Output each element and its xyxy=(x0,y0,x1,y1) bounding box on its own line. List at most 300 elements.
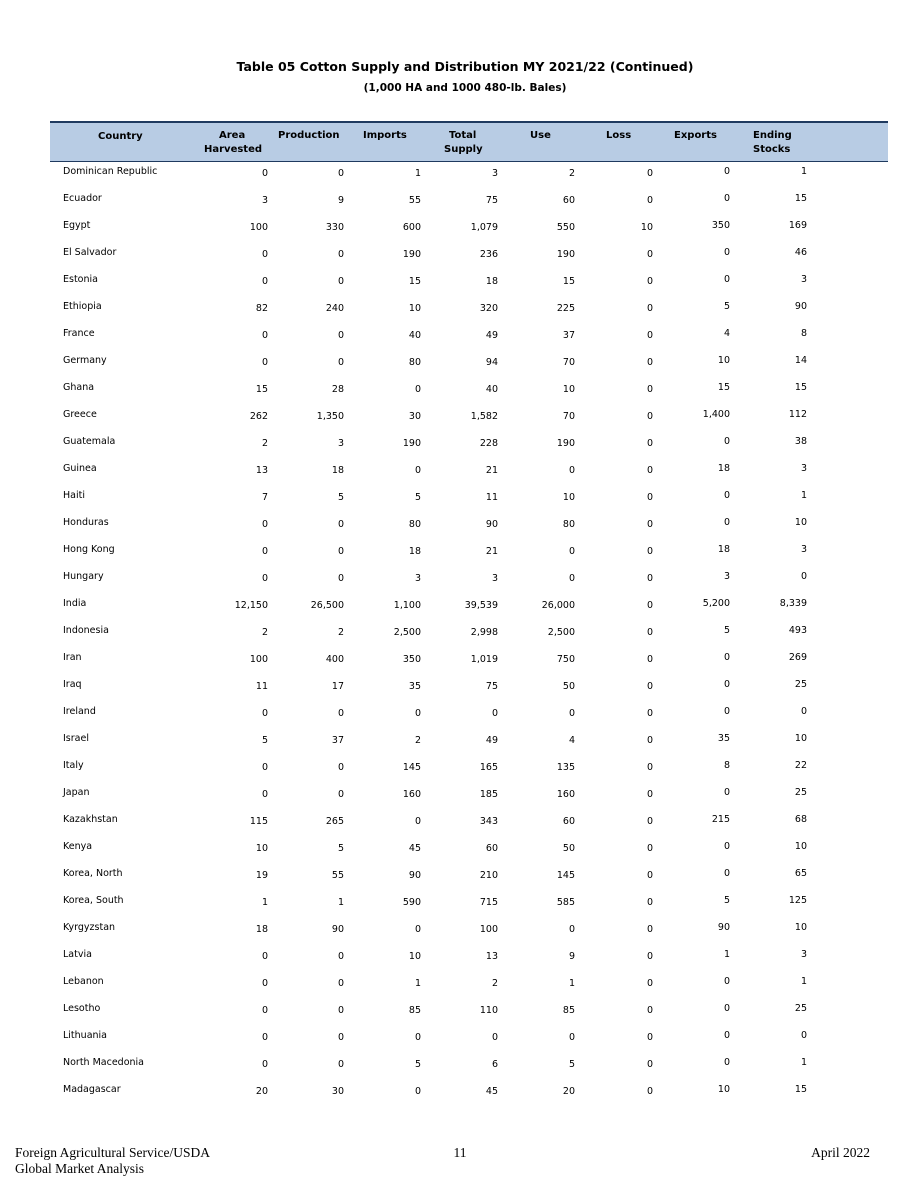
cell-loss: 0 xyxy=(646,438,653,449)
cell-country: Lesotho xyxy=(63,1003,101,1014)
cell-area-harvested: 100 xyxy=(249,222,268,233)
cell-exports: 10 xyxy=(717,1084,730,1095)
cell-ending-stocks: 3 xyxy=(800,463,807,474)
cell-ending-stocks: 38 xyxy=(794,436,807,447)
cell-exports: 0 xyxy=(723,679,730,690)
cell-area-harvested: 0 xyxy=(261,168,268,179)
cell-ending-stocks: 169 xyxy=(788,220,807,231)
header-country: Country xyxy=(98,131,143,142)
cell-exports: 0 xyxy=(723,976,730,987)
cell-loss: 0 xyxy=(646,789,653,800)
cell-ending-stocks: 25 xyxy=(794,1003,807,1014)
cell-country: Japan xyxy=(63,787,90,798)
cell-loss: 0 xyxy=(646,870,653,881)
header-area-harvested xyxy=(204,129,262,157)
cell-country: Haiti xyxy=(63,490,85,501)
cell-imports: 30 xyxy=(408,411,421,422)
cell-production: 0 xyxy=(337,1005,344,1016)
cell-area-harvested: 20 xyxy=(255,1086,268,1097)
cell-use: 0 xyxy=(568,1032,575,1043)
cell-use: 70 xyxy=(562,411,575,422)
cell-country: Kyrgyzstan xyxy=(63,922,116,933)
cell-use: 20 xyxy=(562,1086,575,1097)
cell-area-harvested: 0 xyxy=(261,357,268,368)
cell-imports: 45 xyxy=(408,843,421,854)
cell-country: Israel xyxy=(63,733,89,744)
cell-loss: 0 xyxy=(646,951,653,962)
cell-loss: 0 xyxy=(646,708,653,719)
cell-country: Guatemala xyxy=(63,436,116,447)
cell-loss: 0 xyxy=(646,1032,653,1043)
table-row xyxy=(0,162,920,189)
table-row xyxy=(0,594,920,621)
cell-country: Korea, South xyxy=(63,895,124,906)
cell-use: 60 xyxy=(562,195,575,206)
cell-imports: 1 xyxy=(414,978,421,989)
table-row xyxy=(0,837,920,864)
cell-loss: 0 xyxy=(646,465,653,476)
table-row xyxy=(0,189,920,216)
header-total-line1: Total xyxy=(449,130,477,141)
cell-use: 225 xyxy=(556,303,575,314)
table-subtitle: (1,000 HA and 1000 480-lb. Bales) xyxy=(363,82,567,94)
cell-imports: 40 xyxy=(408,330,421,341)
cell-country: Lebanon xyxy=(63,976,104,987)
cell-exports: 0 xyxy=(723,517,730,528)
cell-ending-stocks: 3 xyxy=(800,274,807,285)
cell-loss: 0 xyxy=(646,384,653,395)
cell-country: Iraq xyxy=(63,679,82,690)
table-row xyxy=(0,891,920,918)
cell-ending-stocks: 22 xyxy=(794,760,807,771)
cell-use: 80 xyxy=(562,519,575,530)
cell-imports: 160 xyxy=(402,789,421,800)
cell-total-supply: 2 xyxy=(491,978,498,989)
cell-area-harvested: 0 xyxy=(261,708,268,719)
table-row xyxy=(0,783,920,810)
cell-loss: 0 xyxy=(646,924,653,935)
cell-country: Korea, North xyxy=(63,868,123,879)
cell-exports: 0 xyxy=(723,193,730,204)
cell-use: 10 xyxy=(562,492,575,503)
cell-loss: 0 xyxy=(646,168,653,179)
cell-exports: 18 xyxy=(717,544,730,555)
cell-exports: 0 xyxy=(723,274,730,285)
cell-area-harvested: 18 xyxy=(255,924,268,935)
header-production: Production xyxy=(278,130,340,141)
cell-imports: 350 xyxy=(402,654,421,665)
cell-loss: 0 xyxy=(646,573,653,584)
cell-loss: 10 xyxy=(640,222,653,233)
footer-left xyxy=(15,1145,210,1177)
cell-use: 37 xyxy=(562,330,575,341)
cell-production: 3 xyxy=(337,438,344,449)
table-row xyxy=(0,972,920,999)
cell-exports: 0 xyxy=(723,868,730,879)
cell-production: 0 xyxy=(337,762,344,773)
table-row xyxy=(0,756,920,783)
cell-imports: 10 xyxy=(408,951,421,962)
cell-country: Iran xyxy=(63,652,82,663)
cell-ending-stocks: 0 xyxy=(800,571,807,582)
cell-country: Madagascar xyxy=(63,1084,121,1095)
header-use: Use xyxy=(530,130,551,141)
cell-production: 5 xyxy=(337,492,344,503)
cell-production: 0 xyxy=(337,951,344,962)
cell-use: 750 xyxy=(556,654,575,665)
cell-area-harvested: 10 xyxy=(255,843,268,854)
cell-area-harvested: 7 xyxy=(261,492,268,503)
cell-area-harvested: 3 xyxy=(261,195,268,206)
cell-ending-stocks: 10 xyxy=(794,922,807,933)
cell-area-harvested: 2 xyxy=(261,438,268,449)
cell-imports: 90 xyxy=(408,870,421,881)
cell-loss: 0 xyxy=(646,600,653,611)
cell-total-supply: 185 xyxy=(479,789,498,800)
cell-exports: 1,400 xyxy=(702,409,730,420)
cell-total-supply: 13 xyxy=(485,951,498,962)
cell-use: 2,500 xyxy=(547,627,575,638)
cell-imports: 55 xyxy=(408,195,421,206)
table-row xyxy=(0,918,920,945)
cell-loss: 0 xyxy=(646,546,653,557)
cell-area-harvested: 5 xyxy=(261,735,268,746)
table-row xyxy=(0,1026,920,1053)
cell-use: 26,000 xyxy=(541,600,575,611)
cell-use: 0 xyxy=(568,924,575,935)
cell-country: Dominican Republic xyxy=(63,166,158,177)
cell-use: 585 xyxy=(556,897,575,908)
cell-loss: 0 xyxy=(646,1059,653,1070)
cell-exports: 0 xyxy=(723,706,730,717)
cell-production: 0 xyxy=(337,1059,344,1070)
page-number: 11 xyxy=(453,1145,467,1160)
cell-production: 90 xyxy=(331,924,344,935)
cell-area-harvested: 0 xyxy=(261,1059,268,1070)
table-row xyxy=(0,621,920,648)
cell-use: 190 xyxy=(556,438,575,449)
table-row xyxy=(0,810,920,837)
cell-country: Ireland xyxy=(63,706,96,717)
cell-imports: 0 xyxy=(414,816,421,827)
cell-ending-stocks: 112 xyxy=(788,409,807,420)
cell-use: 145 xyxy=(556,870,575,881)
cell-loss: 0 xyxy=(646,357,653,368)
cell-area-harvested: 82 xyxy=(255,303,268,314)
cell-use: 0 xyxy=(568,708,575,719)
cell-use: 5 xyxy=(568,1059,575,1070)
cell-imports: 2,500 xyxy=(393,627,421,638)
cell-production: 28 xyxy=(331,384,344,395)
cell-production: 2 xyxy=(337,627,344,638)
cell-area-harvested: 19 xyxy=(255,870,268,881)
cell-area-harvested: 0 xyxy=(261,519,268,530)
cell-loss: 0 xyxy=(646,816,653,827)
cell-use: 1 xyxy=(568,978,575,989)
cell-exports: 0 xyxy=(723,1057,730,1068)
cell-total-supply: 110 xyxy=(479,1005,498,1016)
footer-date: April 2022 xyxy=(811,1145,870,1160)
header-imports: Imports xyxy=(363,130,407,141)
cell-production: 0 xyxy=(337,708,344,719)
table-row xyxy=(0,459,920,486)
cell-ending-stocks: 1 xyxy=(800,976,807,987)
cell-total-supply: 21 xyxy=(485,546,498,557)
cell-exports: 0 xyxy=(723,490,730,501)
cell-total-supply: 6 xyxy=(491,1059,498,1070)
cell-imports: 600 xyxy=(402,222,421,233)
header-loss: Loss xyxy=(606,130,632,141)
header-ending-stocks xyxy=(753,129,792,157)
cell-exports: 5 xyxy=(723,895,730,906)
header-total-supply xyxy=(444,129,483,157)
cell-imports: 190 xyxy=(402,249,421,260)
cell-exports: 5,200 xyxy=(702,598,730,609)
table-row xyxy=(0,378,920,405)
table-row xyxy=(0,486,920,513)
cell-exports: 35 xyxy=(717,733,730,744)
cell-ending-stocks: 0 xyxy=(800,1030,807,1041)
cell-production: 0 xyxy=(337,573,344,584)
cell-country: Ethiopia xyxy=(63,301,102,312)
cell-total-supply: 0 xyxy=(491,708,498,719)
cell-country: France xyxy=(63,328,95,339)
cell-use: 2 xyxy=(568,168,575,179)
cell-imports: 0 xyxy=(414,465,421,476)
table-row xyxy=(0,540,920,567)
cell-total-supply: 21 xyxy=(485,465,498,476)
cell-imports: 35 xyxy=(408,681,421,692)
cell-production: 0 xyxy=(337,789,344,800)
cell-total-supply: 343 xyxy=(479,816,498,827)
table-row xyxy=(0,648,920,675)
cell-country: Lithuania xyxy=(63,1030,108,1041)
cell-ending-stocks: 3 xyxy=(800,544,807,555)
cell-loss: 0 xyxy=(646,303,653,314)
cell-loss: 0 xyxy=(646,330,653,341)
cell-production: 18 xyxy=(331,465,344,476)
cell-ending-stocks: 8,339 xyxy=(779,598,807,609)
cell-country: India xyxy=(63,598,87,609)
footer-agency: Foreign Agricultural Service/USDA xyxy=(15,1145,210,1160)
cell-use: 85 xyxy=(562,1005,575,1016)
cell-ending-stocks: 15 xyxy=(794,193,807,204)
cell-total-supply: 90 xyxy=(485,519,498,530)
cell-imports: 190 xyxy=(402,438,421,449)
cell-exports: 0 xyxy=(723,436,730,447)
cell-area-harvested: 100 xyxy=(249,654,268,665)
cell-exports: 5 xyxy=(723,301,730,312)
cell-imports: 2 xyxy=(414,735,421,746)
cell-ending-stocks: 8 xyxy=(800,328,807,339)
cell-exports: 90 xyxy=(717,922,730,933)
cell-exports: 0 xyxy=(723,1003,730,1014)
cell-imports: 0 xyxy=(414,1086,421,1097)
cell-ending-stocks: 269 xyxy=(788,652,807,663)
cell-area-harvested: 12,150 xyxy=(234,600,268,611)
cell-total-supply: 100 xyxy=(479,924,498,935)
cell-total-supply: 1,079 xyxy=(470,222,498,233)
cell-total-supply: 39,539 xyxy=(464,600,498,611)
cell-loss: 0 xyxy=(646,195,653,206)
cell-area-harvested: 0 xyxy=(261,249,268,260)
cell-area-harvested: 0 xyxy=(261,951,268,962)
cell-production: 26,500 xyxy=(310,600,344,611)
cell-area-harvested: 0 xyxy=(261,546,268,557)
cell-use: 50 xyxy=(562,681,575,692)
cell-production: 30 xyxy=(331,1086,344,1097)
cell-loss: 0 xyxy=(646,897,653,908)
cell-total-supply: 60 xyxy=(485,843,498,854)
cell-total-supply: 45 xyxy=(485,1086,498,1097)
cell-country: El Salvador xyxy=(63,247,117,258)
cell-exports: 0 xyxy=(723,1030,730,1041)
cell-total-supply: 3 xyxy=(491,168,498,179)
table-row xyxy=(0,324,920,351)
cell-production: 9 xyxy=(337,195,344,206)
cell-ending-stocks: 1 xyxy=(800,1057,807,1068)
cell-exports: 10 xyxy=(717,355,730,366)
table-row xyxy=(0,702,920,729)
cell-imports: 5 xyxy=(414,492,421,503)
table-row xyxy=(0,729,920,756)
cell-area-harvested: 11 xyxy=(255,681,268,692)
cell-production: 0 xyxy=(337,546,344,557)
cell-area-harvested: 0 xyxy=(261,276,268,287)
cell-loss: 0 xyxy=(646,627,653,638)
header-ending-line2: Stocks xyxy=(753,144,791,155)
cell-exports: 0 xyxy=(723,247,730,258)
cell-area-harvested: 115 xyxy=(249,816,268,827)
cell-production: 37 xyxy=(331,735,344,746)
cell-area-harvested: 0 xyxy=(261,573,268,584)
cell-ending-stocks: 10 xyxy=(794,517,807,528)
cell-production: 5 xyxy=(337,843,344,854)
cell-imports: 80 xyxy=(408,357,421,368)
cell-exports: 0 xyxy=(723,787,730,798)
cell-total-supply: 11 xyxy=(485,492,498,503)
cell-ending-stocks: 1 xyxy=(800,166,807,177)
cell-total-supply: 18 xyxy=(485,276,498,287)
cell-exports: 5 xyxy=(723,625,730,636)
cell-area-harvested: 0 xyxy=(261,789,268,800)
cell-ending-stocks: 25 xyxy=(794,679,807,690)
cell-ending-stocks: 14 xyxy=(794,355,807,366)
cell-total-supply: 210 xyxy=(479,870,498,881)
table-header xyxy=(50,121,888,162)
cell-country: Guinea xyxy=(63,463,97,474)
cell-production: 0 xyxy=(337,249,344,260)
cell-use: 135 xyxy=(556,762,575,773)
cell-production: 400 xyxy=(325,654,344,665)
cell-use: 0 xyxy=(568,546,575,557)
cell-area-harvested: 0 xyxy=(261,330,268,341)
table-row xyxy=(0,567,920,594)
cell-exports: 0 xyxy=(723,166,730,177)
table-body xyxy=(0,162,920,1107)
cell-loss: 0 xyxy=(646,1086,653,1097)
cell-total-supply: 49 xyxy=(485,735,498,746)
cell-imports: 145 xyxy=(402,762,421,773)
cell-exports: 8 xyxy=(723,760,730,771)
cell-area-harvested: 2 xyxy=(261,627,268,638)
cell-use: 50 xyxy=(562,843,575,854)
cell-production: 1 xyxy=(337,897,344,908)
table-row xyxy=(0,351,920,378)
cell-imports: 0 xyxy=(414,1032,421,1043)
cell-loss: 0 xyxy=(646,978,653,989)
cell-country: Indonesia xyxy=(63,625,109,636)
cell-area-harvested: 0 xyxy=(261,762,268,773)
header-area-line2: Harvested xyxy=(204,144,263,155)
cell-exports: 350 xyxy=(711,220,730,231)
cell-exports: 0 xyxy=(723,841,730,852)
cell-loss: 0 xyxy=(646,735,653,746)
footer-division: Global Market Analysis xyxy=(15,1161,144,1176)
cell-production: 0 xyxy=(337,519,344,530)
cell-imports: 5 xyxy=(414,1059,421,1070)
cell-ending-stocks: 65 xyxy=(794,868,807,879)
cell-area-harvested: 0 xyxy=(261,1005,268,1016)
cell-imports: 1 xyxy=(414,168,421,179)
table-row xyxy=(0,999,920,1026)
cell-imports: 10 xyxy=(408,303,421,314)
cell-total-supply: 94 xyxy=(485,357,498,368)
table-row xyxy=(0,216,920,243)
cell-area-harvested: 262 xyxy=(249,411,268,422)
cell-country: Latvia xyxy=(63,949,92,960)
cell-country: Kenya xyxy=(63,841,93,852)
cell-production: 0 xyxy=(337,330,344,341)
cell-use: 70 xyxy=(562,357,575,368)
cell-country: North Macedonia xyxy=(63,1057,145,1068)
cell-production: 1,350 xyxy=(316,411,344,422)
cell-imports: 18 xyxy=(408,546,421,557)
cell-ending-stocks: 46 xyxy=(794,247,807,258)
cell-country: Estonia xyxy=(63,274,98,285)
header-area-line1: Area xyxy=(219,130,246,141)
cell-ending-stocks: 125 xyxy=(788,895,807,906)
cell-use: 550 xyxy=(556,222,575,233)
cell-use: 190 xyxy=(556,249,575,260)
cell-imports: 3 xyxy=(414,573,421,584)
cell-country: Hong Kong xyxy=(63,544,115,555)
table-row xyxy=(0,1080,920,1107)
cell-loss: 0 xyxy=(646,411,653,422)
cell-total-supply: 165 xyxy=(479,762,498,773)
cell-exports: 15 xyxy=(717,382,730,393)
cell-production: 0 xyxy=(337,978,344,989)
cell-production: 0 xyxy=(337,1032,344,1043)
cell-use: 15 xyxy=(562,276,575,287)
cell-imports: 0 xyxy=(414,708,421,719)
cell-area-harvested: 1 xyxy=(261,897,268,908)
cell-country: Italy xyxy=(63,760,84,771)
header-exports: Exports xyxy=(674,130,717,141)
cell-country: Ghana xyxy=(63,382,95,393)
cell-total-supply: 715 xyxy=(479,897,498,908)
cell-country: Ecuador xyxy=(63,193,102,204)
table-row xyxy=(0,675,920,702)
cell-loss: 0 xyxy=(646,276,653,287)
cell-imports: 0 xyxy=(414,384,421,395)
cell-total-supply: 49 xyxy=(485,330,498,341)
table-row xyxy=(0,297,920,324)
cell-ending-stocks: 1 xyxy=(800,490,807,501)
cell-country: Honduras xyxy=(63,517,109,528)
cell-ending-stocks: 0 xyxy=(800,706,807,717)
cell-exports: 1 xyxy=(723,949,730,960)
